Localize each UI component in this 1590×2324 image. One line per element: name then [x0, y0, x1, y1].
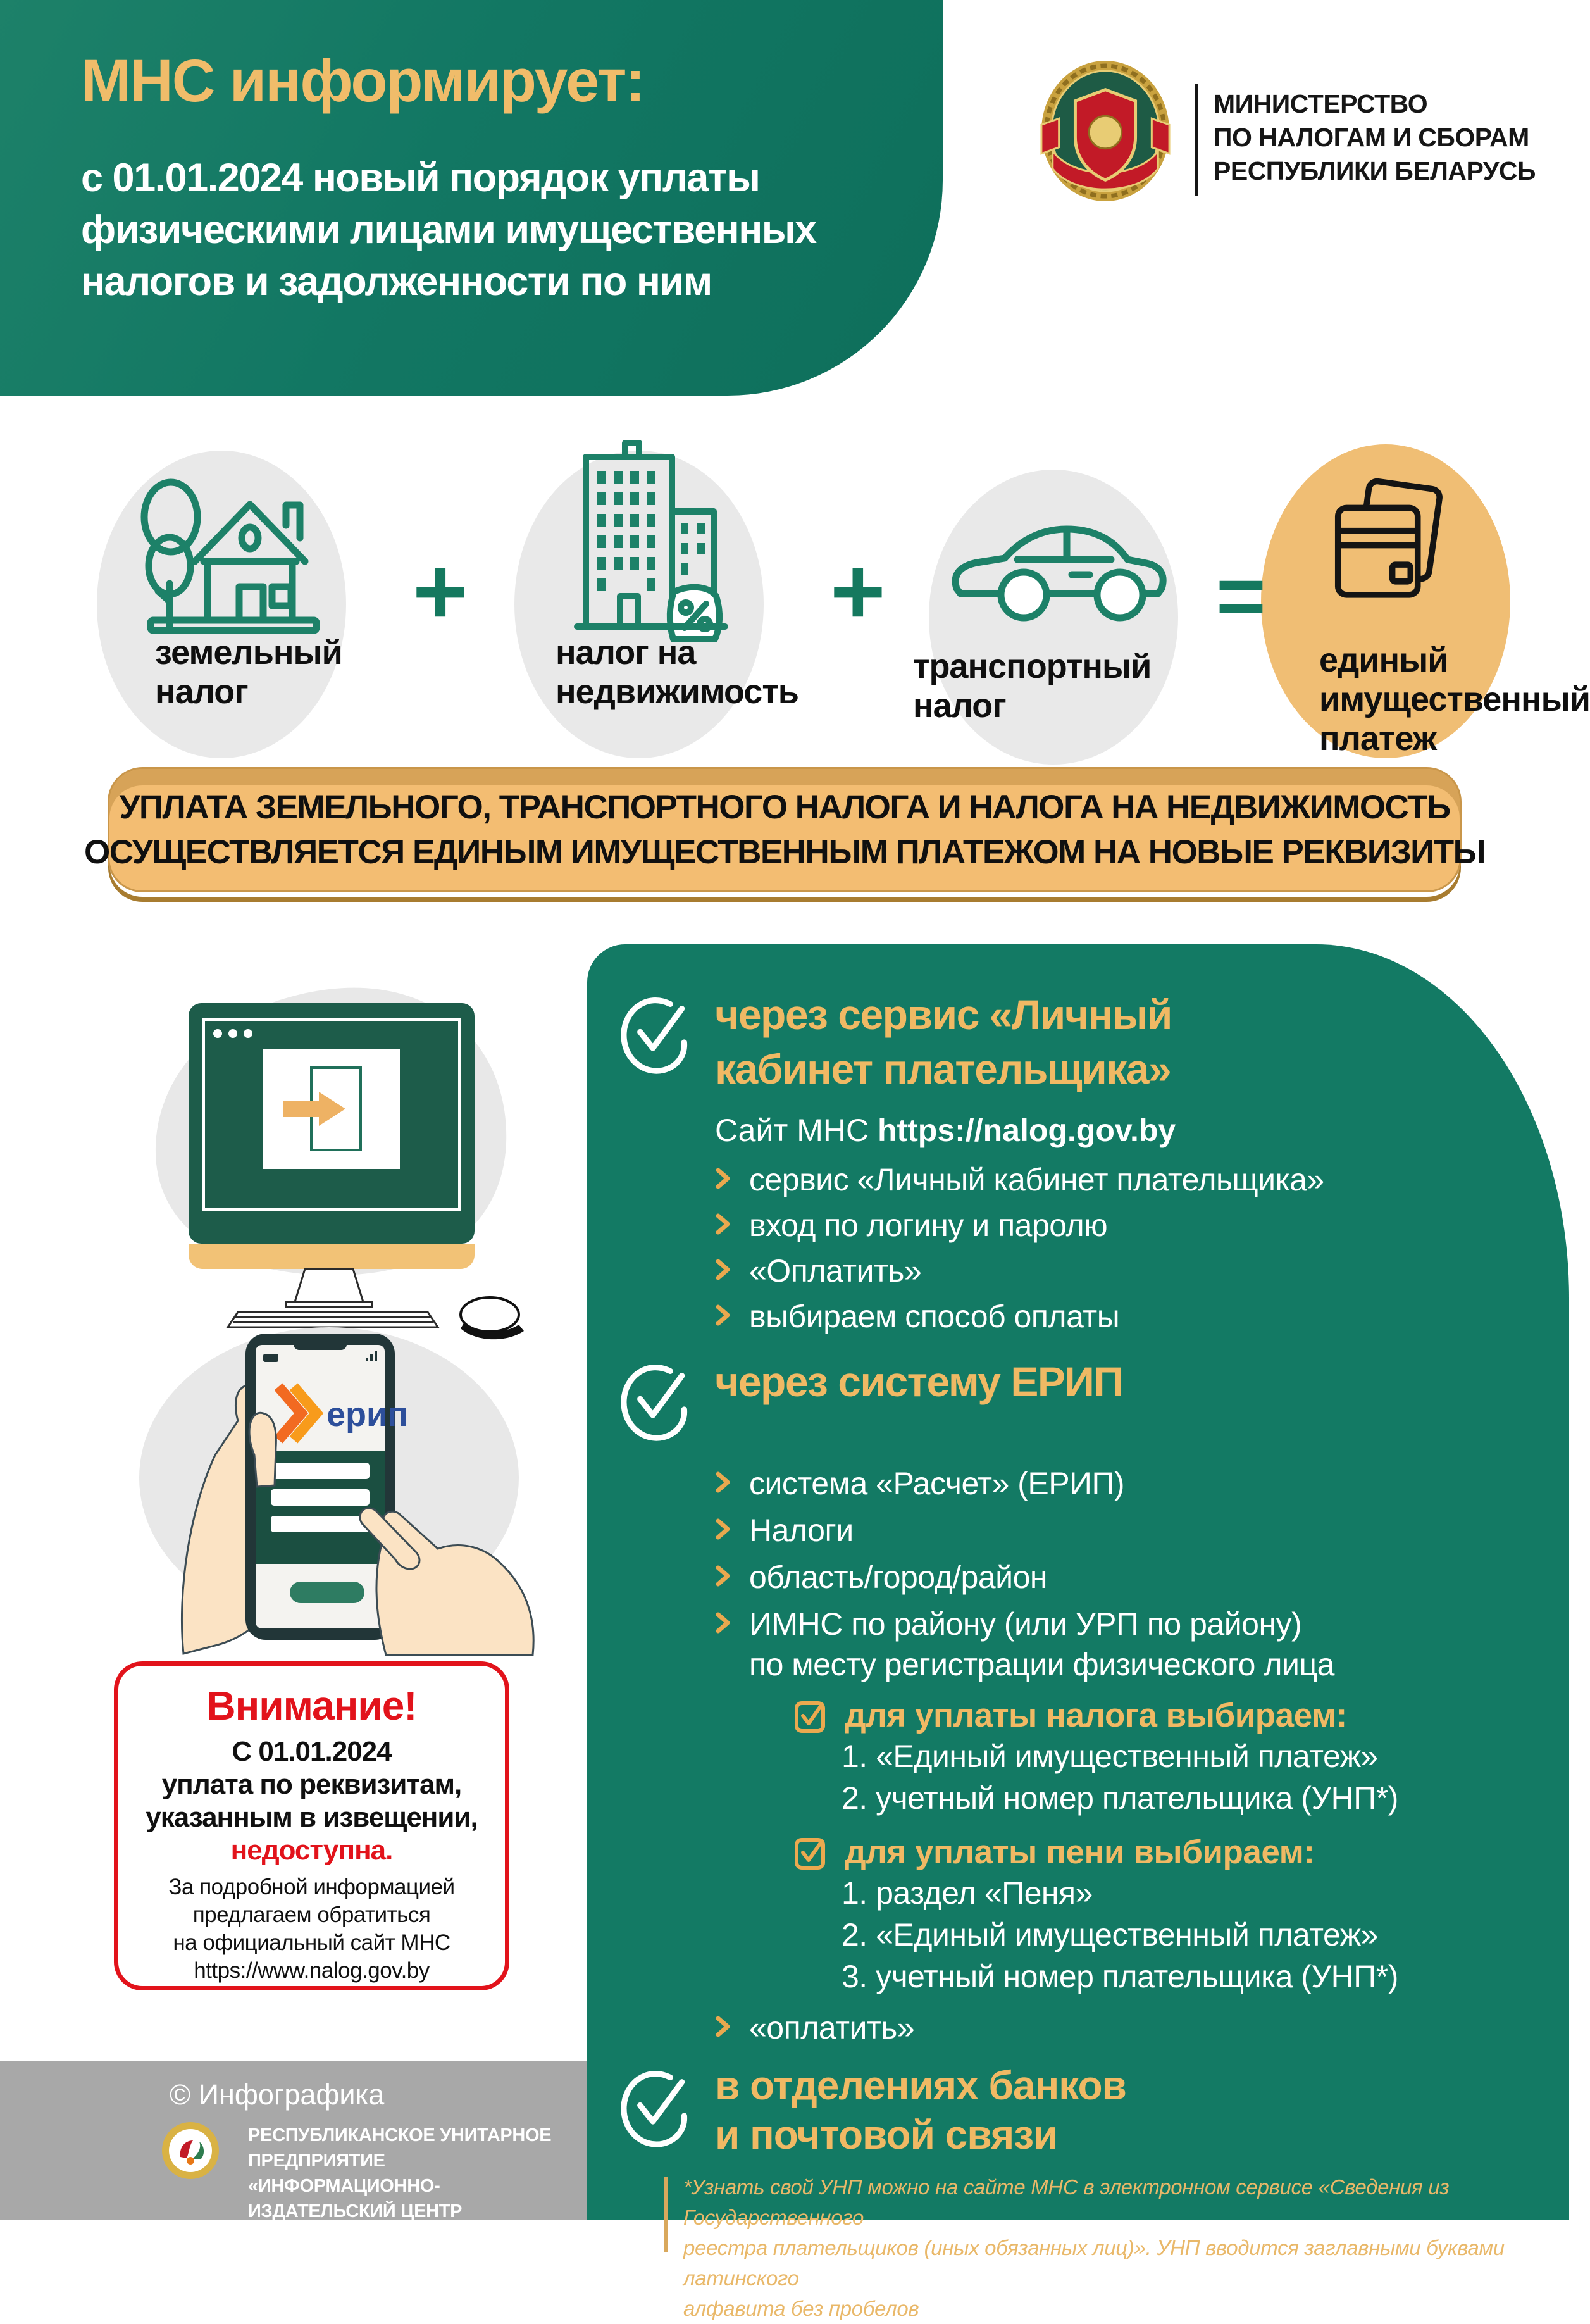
label-estate-tax: налог на недвижимость [556, 634, 798, 711]
ministry-emblem-icon [1036, 57, 1174, 208]
label-land-tax: земельный налог [155, 634, 342, 711]
section-erip [617, 1354, 1534, 1449]
check-circle-icon [617, 1354, 686, 1449]
key-message-banner [84, 767, 1486, 892]
section-title: через сервис «Личный кабинет плательщика» [715, 991, 1172, 1092]
list-item: 1. «Единый имущественный платеж» [842, 1739, 1378, 1774]
footnote-bar [664, 2177, 668, 2252]
list-item: «Оплатить» [715, 1251, 1534, 1291]
section2-bullets [715, 1463, 1534, 1685]
chevron-right-icon [715, 1518, 731, 1540]
house-tree-icon [120, 457, 329, 653]
list-item: выбираем способ оплаты [715, 1296, 1534, 1337]
erip-logo-text: ерип [326, 1396, 408, 1434]
list-item: ИМНС по району (или УРП по району) по месту регистрации физического лица [715, 1604, 1534, 1685]
sub-tax-block [794, 1696, 1534, 1735]
footer-bar [0, 2061, 587, 2247]
checkbox-icon [794, 1833, 826, 1871]
attention-title: Внимание! [206, 1683, 417, 1728]
list-item: система «Расчет» (ЕРИП) [715, 1463, 1534, 1504]
plus-sign: + [413, 538, 468, 644]
unp-footnote: *Узнать свой УНП можно на сайте МНС в электронном сервисе «Сведения из Государственного реестра плательщиков (иных обязанных лиц)». УНП вводится заглавными буквами латинского алфавита без пробелов [664, 2172, 1534, 2324]
list-item-pay: «оплатить» [715, 2008, 1534, 2048]
list-item: 1. раздел «Пеня» [842, 1875, 1093, 1911]
chevron-right-icon [715, 1213, 731, 1235]
header-band [0, 0, 943, 396]
section-banks [617, 2061, 1534, 2159]
payment-methods-panel [587, 944, 1569, 2320]
list-item: сервис «Личный кабинет плательщика» [715, 1159, 1534, 1200]
attention-unavailable: недоступна. [230, 1835, 393, 1866]
attention-url: https://www.nalog.gov.by [194, 1958, 430, 1983]
ministry-name-line: РЕСПУБЛИКИ БЕЛАРУСЬ [1214, 156, 1536, 185]
sub-title: для уплаты пени выбираем: [845, 1834, 1315, 1871]
chevron-right-icon [715, 2015, 731, 2038]
chevron-right-icon [715, 1258, 731, 1281]
list-item: 3. учетный номер плательщика (УНП*) [842, 1959, 1398, 1994]
subtitle-line: физическими лицами имущественных [81, 208, 816, 252]
checkbox-icon [794, 1696, 826, 1734]
chevron-right-icon [715, 1565, 731, 1587]
chevron-right-icon [715, 1167, 731, 1190]
mns-site-line: Сайт МНС https://nalog.gov.by [715, 1113, 1176, 1148]
attention-info: За подробной информацией предлагаем обратиться на официальный сайт МНС https://www.nalog.gov.by [118, 1873, 505, 1985]
section-title: через систему ЕРИП [715, 1358, 1123, 1405]
sub-title: для уплаты налога выбираем: [845, 1697, 1347, 1734]
list-item: 2. «Единый имущественный платеж» [842, 1917, 1378, 1952]
list-item: область/город/район [715, 1557, 1534, 1597]
section-personal-cabinet [617, 987, 1534, 1096]
check-circle-icon [617, 2061, 686, 2156]
list-item: вход по логину и паролю [715, 1205, 1534, 1246]
banner-line: УПЛАТА ЗЕМЕЛЬНОГО, ТРАНСПОРТНОГО НАЛОГА И НАЛОГА НА НЕДВИЖИМОСТЬ [119, 789, 1450, 826]
chevron-right-icon [715, 1611, 731, 1634]
bank-cards-icon [1321, 470, 1454, 609]
sub-tax-items [842, 1735, 1534, 1819]
list-item: 2. учетный номер плательщика (УНП*) [842, 1780, 1398, 1816]
subtitle-line: налогов и задолженности по ним [81, 259, 712, 304]
section-title: в отделениях банков и почтовой связи [715, 2063, 1126, 2158]
banner-line: ОСУЩЕСТВЛЯЕТСЯ ЕДИНЫМ ИМУЩЕСТВЕННЫМ ПЛАТЕЖОМ НА НОВЫЕ РЕКВИЗИТЫ [84, 834, 1486, 871]
ministry-name-line: МИНИСТЕРСТВО [1214, 89, 1428, 118]
chevron-right-icon [715, 1304, 731, 1327]
phone-illustration [89, 1320, 569, 1655]
list-item: Налоги [715, 1510, 1534, 1551]
plus-sign: + [830, 538, 886, 644]
label-transport-tax: транспортный налог [913, 647, 1152, 725]
publisher-emblem-icon [161, 2121, 220, 2180]
publisher-name: РЕСПУБЛИКАНСКОЕ УНИТАРНОЕ ПРЕДПРИЯТИЕ «ИНФОРМАЦИОННО-ИЗДАТЕЛЬСКИЙ ЦЕНТР ПО НАЛОГАМ И СБОРАМ» [248, 2125, 552, 2247]
equals-sign: = [1216, 548, 1266, 644]
page-subtitle [81, 152, 816, 308]
ministry-name-line: ПО НАЛОГАМ И СБОРАМ [1214, 123, 1529, 152]
chevron-right-icon [715, 1471, 731, 1494]
attention-box: Внимание! С 01.01.2024 уплата по реквизитам, указанным в извещении, недоступна. За подробной информацией предлагаем обратиться на официальный сайт МНС https://www.nalog.gov.by [114, 1661, 509, 1990]
copyright-label: © Инфографика [170, 2078, 385, 2111]
sub-penalty-items [842, 1872, 1534, 1997]
page-title: МНС информирует: [81, 47, 644, 115]
computer-illustration [82, 978, 576, 1332]
sub-penalty-block [794, 1833, 1534, 1872]
mns-site-url: https://nalog.gov.by [877, 1113, 1176, 1148]
logo-divider [1195, 84, 1198, 196]
section1-bullets [715, 1159, 1534, 1337]
check-circle-icon [617, 987, 686, 1082]
car-icon [941, 486, 1169, 644]
ministry-name [1214, 87, 1536, 188]
building-icon [544, 430, 734, 652]
label-single-payment: единый имущественный платеж [1319, 641, 1590, 758]
subtitle-line: с 01.01.2024 новый порядок уплаты [81, 156, 760, 200]
